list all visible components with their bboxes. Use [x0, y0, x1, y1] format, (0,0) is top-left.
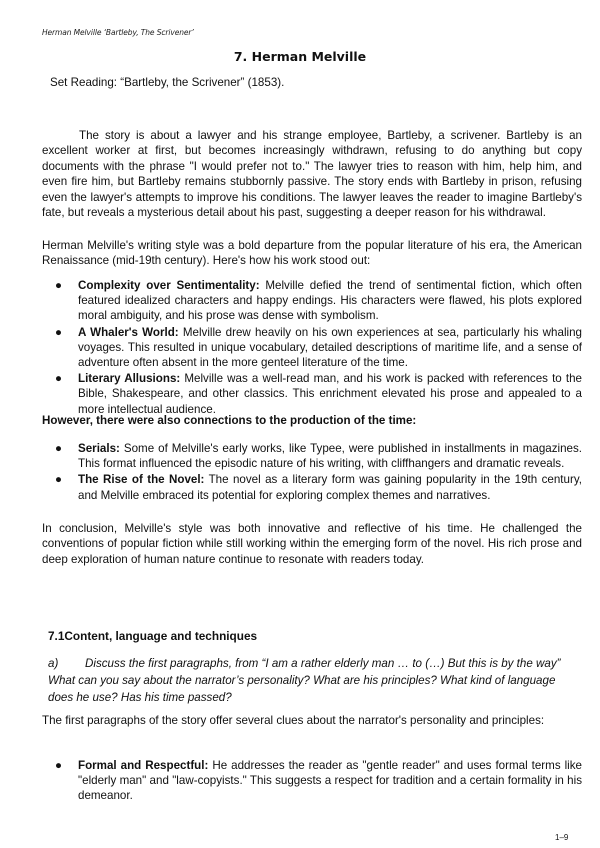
list-item-text: Melville was a well-read man, and his work is packed with references to the Bible, Shakespeare, and other classics. This enrichment elevated his prose and appealed to a more intellectual audience. [78, 372, 582, 416]
list-item-term: Serials: [78, 442, 120, 455]
question-text: Discuss the first paragraphs, from “I am a rather elderly man … to (…) But this is by the way” What can you say about the narrator’s personality? What are his principles? What kind of language does he use? Has his time passed? [48, 657, 561, 704]
list-item-text: Some of Melville's early works, like Typee, were published in installments in magazines. This format influenced the episodic nature of his writing, with cliffhangers and dramatic reveals. [78, 442, 582, 471]
bullet-icon: ● [55, 372, 63, 386]
list-item [50, 441, 582, 471]
list-item-term: Literary Allusions: [78, 372, 181, 386]
page-number: 1–9 [555, 833, 569, 842]
list-item [50, 278, 582, 324]
story-summary: The story is about a lawyer and his strange employee, Bartleby, a scrivener. Bartleby is an excellent worker at first, but becomes increasingly withdrawn, refusing to do anything but copy documents with the phrase "I would prefer not to." The lawyer tries to reason with him, help him, and even fire him, but Bartleby remains stubbornly passive. The story ends with Bartleby in prison, refusing even the lawyer's attempts to improve his conditions. The lawyer leaves the reader to imagine Bartleby's fate, but reveals a mysterious detail about his past, suggesting a deeper reason for his withdrawal. [42, 129, 582, 220]
list-item-text: The novel as a literary form was gaining popularity in the 19th century, and Melville embraced its potential for exploring complex themes and narratives. [78, 473, 582, 502]
connection-points-list [50, 441, 582, 504]
style-points-list [50, 278, 582, 418]
list-item [50, 758, 582, 804]
bullet-icon: ● [55, 279, 63, 292]
conclusion: In conclusion, Melville's style was both innovative and reflective of his time. He challenged the conventions of popular fiction while still working within the emerging form of the novel. His rich prose and deep exploration of human nature continue to resonate with readers today. [42, 522, 582, 566]
list-item-term: Formal and Respectful: [78, 759, 209, 772]
bullet-icon: ● [55, 442, 63, 455]
bullet-icon: ● [55, 759, 63, 772]
list-item [50, 371, 582, 417]
page-title: 7. Herman Melville [233, 49, 367, 64]
question-label: a) [48, 657, 59, 670]
list-item-term: The Rise of the Novel: [78, 473, 205, 487]
list-item-text: He addresses the reader as "gentle reader" and uses formal terms like "elderly man" and "law-copyists." This suggests a respect for tradition and a certain formality in his demeanor. [78, 759, 582, 803]
list-item-text: Melville defied the trend of sentimental fiction, which often featured idealized characters and happy endings. His characters were flawed, his plots explored moral ambiguity, and his prose was dense with symbolism. [78, 279, 583, 323]
discussion-question [48, 655, 582, 706]
style-intro: Herman Melville's writing style was a bold departure from the popular literature of his era, the American Renaissance (mid-19th century). Here's how his work stood out: [42, 239, 582, 268]
list-item-text: Melville drew heavily on his own experiences at sea, particularly his whaling voyages. This resulted in unique vocabulary, detailed descriptions of maritime life, and a sense of adventure often absent in the more genteel literature of the time. [78, 325, 582, 370]
running-header: Herman Melville ‘Bartleby, The Scrivener’ [42, 28, 194, 37]
bullet-icon: ● [55, 325, 63, 339]
set-reading: Set Reading: “Bartleby, the Scrivener” (1853). [50, 76, 285, 89]
list-item-term: Complexity over Sentimentality: [78, 279, 260, 292]
connections-heading: However, there were also connections to the production of the time: [42, 414, 417, 427]
list-item [50, 472, 582, 502]
list-item [50, 325, 582, 371]
answer-intro: The first paragraphs of the story offer several clues about the narrator's personality and principles: [42, 714, 545, 727]
section-heading: 7.1Content, language and techniques [48, 629, 258, 643]
answer-points-list [50, 758, 582, 805]
list-item-term: A Whaler's World: [78, 325, 179, 339]
bullet-icon: ● [55, 473, 63, 487]
